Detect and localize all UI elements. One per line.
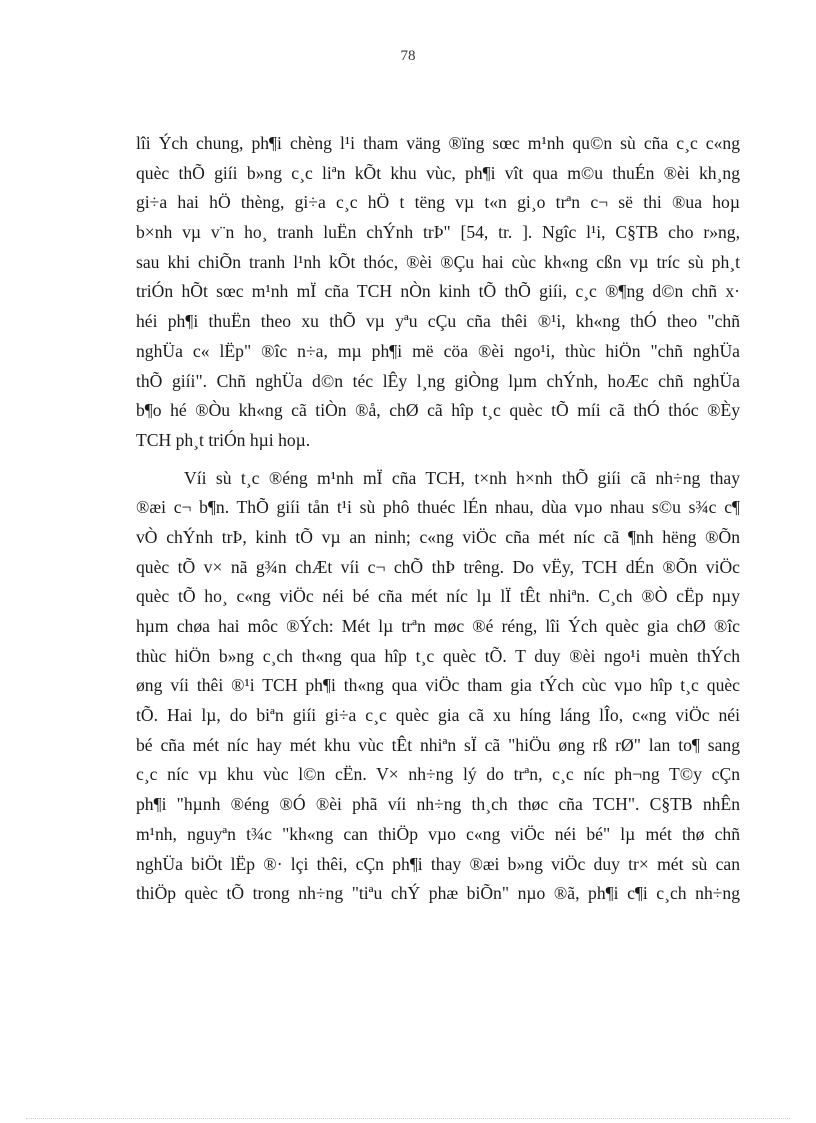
text-line: m¹nh, nguyªn t¾c "kh«ng can thiÖp vµo c«ng viÖc néi bé" lµ mét thø chñ [136,823,740,844]
paragraph-gap [136,456,740,464]
text-line: hµm chøa hai môc ®Ých: Mét lµ trªn møc ®é réng, lîi Ých quèc gia chØ ®îc [136,616,740,636]
paragraph-2 [136,464,740,909]
text-line: bé cña mét níc hay mét khu vùc tÊt nhiªn sÏ cã "hiÖu øng rß rØ" lan to¶ sang [136,734,740,755]
text-line: triÓn hÕt sœc m¹nh mÏ cña TCH nÒn kinh tÕ thÕ giíi, c¸c ®¶ng d©n chñ x· [136,281,740,302]
paragraph-1 [136,129,740,456]
text-line: ®æi c¬ b¶n. ThÕ giíi tån t¹i sù phô thuéc lÉn nhau, dùa vµo nhau s©u s¾c c¶ [136,497,740,518]
page-number: 78 [400,48,416,64]
text-line: quèc tÕ ho¸ c«ng viÖc néi bé cña mét níc lµ lÏ tÊt nhiªn. C¸ch ®Ò cËp nµy [136,586,740,607]
document-body [136,129,740,909]
page-bottom-rule [26,1118,790,1119]
text-line: quèc thÕ giíi b»ng c¸c liªn kÕt khu vùc, ph¶i vît qua m©u thuÉn ®èi kh¸ng [136,162,740,183]
text-line: thÕ giíi". Chñ nghÜa d©n téc lÊy l¸ng giÒng lµm chÝnh, hoÆc chñ nghÜa [136,370,740,391]
text-line: ph¶i "hµnh ®éng ®Ó ®èi phã víi nh÷ng th¸ch thøc cña TCH". C§TB nhÊn [136,794,740,815]
text-line: vÒ chÝnh trÞ, kinh tÕ vµ an ninh; c«ng viÖc cña mét níc cã ¶nh hëng ®Õn [136,526,740,547]
text-line: thùc hiÖn b»ng c¸ch th«ng qua hîp t¸c quèc tÕ. T duy ®èi ngo¹i muèn thÝch [136,645,740,666]
text-line: øng víi thêi ®¹i TCH ph¶i th«ng qua viÖc tham gia tÝch cùc vµo hîp t¸c quèc [136,675,740,696]
text-line: tÕ. Hai lµ, do biªn giíi gi÷a c¸c quèc gia cã xu híng láng lÎo, c«ng viÖc néi [136,705,740,726]
text-line: héi ph¶i thuËn theo xu thÕ vµ yªu cÇu cña thêi ®¹i, kh«ng thÓ theo "chñ [136,311,740,332]
text-line: lîi Ých chung, ph¶i chèng l¹i tham väng ®ïng sœc m¹nh qu©n sù cña c¸c c«ng [136,133,740,153]
text-line: c¸c níc vµ khu vùc l©n cËn. V× nh÷ng lý do trªn, c¸c níc ph¬ng T©y cÇn [136,764,740,785]
text-line: nghÜa c« lËp" ®îc n÷a, mµ ph¶i më cöa ®èi ngo¹i, thùc hiÖn "chñ nghÜa [136,340,740,361]
text-line: b¶o hé ®Òu kh«ng cã tiÒn ®å, chØ cã hîp t¸c quèc tÕ míi cã thÓ thóc ®Èy [136,400,740,421]
text-line: thiÖp quèc tÕ trong nh÷ng "tiªu chÝ phæ biÕn" nµo ®ã, ph¶i c¶i c¸ch nh÷ng [136,883,740,904]
text-line: Víi sù t¸c ®éng m¹nh mÏ cña TCH, t×nh h×nh thÕ giíi cã nh÷ng thay [184,467,740,488]
text-line: quèc tÕ v× nã g¾n chÆt víi c¬ chÕ thÞ trêng. Do vËy, TCH dÉn ®Õn viÖc [136,556,740,577]
text-line: nghÜa biÖt lËp ®· lçi thêi, cÇn ph¶i thay ®æi b»ng viÖc duy tr× mét sù can [136,853,740,874]
text-line: gi÷a hai hÖ thèng, gi÷a c¸c hÖ t tëng vµ t«n gi¸o trªn c¬ së thi ®ua hoµ [136,192,740,213]
text-line: TCH ph¸t triÓn hµi hoµ. [136,429,311,450]
text-line: b×nh vµ v¨n ho¸ tranh luËn chÝnh trÞ" [54, tr. ]. Ngîc l¹i, C§TB cho r»ng, [136,222,740,243]
text-line: sau khi chiÕn tranh l¹nh kÕt thóc, ®èi ®Çu hai cùc kh«ng cßn vµ tríc sù ph¸t [136,251,740,272]
